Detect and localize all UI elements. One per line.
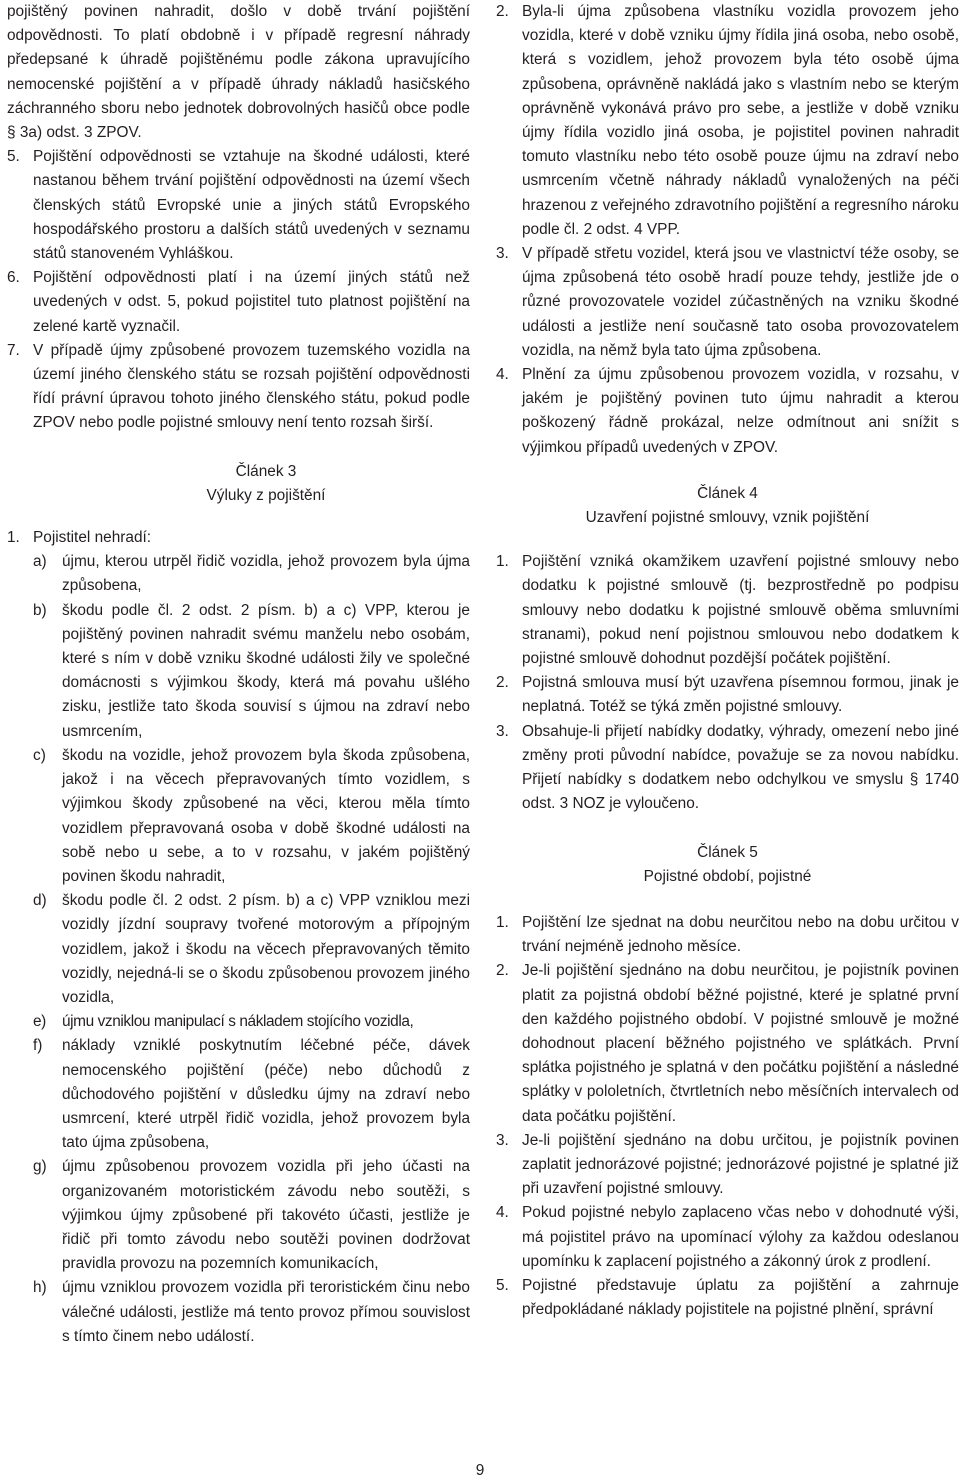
sub-item-text: újmu vzniklou provozem vozidla při teroristickém činu nebo válečné události, jestliže má tento provoz přímou souvislost s tímto činem nebo událostí. [62, 1279, 470, 1345]
sub-item [7, 550, 470, 598]
item-text: Pojistné představuje úplatu za pojištění a zahrnuje předpokládané náklady pojistitele na pojistné plnění, správní [522, 1276, 959, 1319]
item-number: 3. [496, 245, 509, 263]
sub-item-letter: h) [33, 1279, 47, 1297]
article-subtitle: Uzavření pojistné smlouvy, vznik pojištění [585, 509, 870, 527]
article-5-heading [496, 841, 959, 889]
item-number: 1. [496, 553, 509, 571]
sub-item-text: újmu, kterou utrpěl řidič vozidla, jehož provozem byla újma způsobena, [62, 553, 470, 595]
item-number: 3. [496, 1131, 509, 1149]
item-text: Obsahuje-li přijetí nabídky dodatky, výhrady, omezení nebo jiné změny proti původní nabídce, považuje se za novou nabídku. Přijetí nabídky s dodatkem nebo odchylkou ve smyslu § 1740 odst. 3 NOZ je vyloučeno. [522, 722, 959, 813]
right-column [496, 0, 959, 1322]
list-item [496, 1274, 959, 1322]
item-text: Pokud pojistné nebylo zaplaceno včas nebo v dohodnuté výši, má pojistitel právo na upomínací výlohy za každou odeslanou upomínku k zaplacení pojistného a zákonný úrok z prodlení. [522, 1204, 959, 1270]
sub-item-text: újmu způsobenou provozem vozidla při jeho účasti na organizovaném motoristickém závodu nebo soutěži, s výjimkou újmy způsobené při takovéto účasti, jestliže je řidič při tomto závodu nebo soutěži povinen dodržovat pravidla provozu na pozemních komunikacích, [62, 1158, 470, 1273]
item-number: 2. [496, 3, 509, 20]
list-item [496, 671, 959, 719]
item-text: Pojistitel nehradí: [33, 529, 152, 547]
sub-item [7, 1034, 470, 1155]
sub-item [7, 1155, 470, 1276]
list-item [496, 550, 959, 671]
sub-item-text: škodu podle čl. 2 odst. 2 písm. b) a c) VPP vzniklou mezi vozidly jízdní soupravy tvořené motorovým a přípojným vozidlem, jakož i škodu na věcech přepravovaných těmito vozidly, nejedná-li se o škodu způsobenou provozem jiného vozidla, [62, 892, 470, 1006]
sub-item-text: škodu podle čl. 2 odst. 2 písm. b) a c) VPP, kterou je pojištěný povinen nahradit svému manželu nebo osobám, které s ním v době vzniku škodné události žily ve společné domácnosti s výjimkou škody, která má povahu ušlého zisku, jestliže tato škoda souvisí s újmou na zdraví nebo usmrcením, [62, 601, 470, 740]
continuation-paragraph: pojištěný povinen nahradit, došlo v době trvání pojištění odpovědnosti. To platí obdobně i v případě regresní náhrady předepsané k úhradě pojištěnému podle zákona upravujícího nemocenské pojištění a v případě úhrady nákladů hasičského záchranného sboru nebo jednotek dobrovolných hasičů obce podle § 3a) odst. 3 ZPOV. [7, 3, 470, 142]
item-number: 1. [496, 913, 509, 931]
item-text: Pojištění vzniká okamžikem uzavření pojistné smlouvy nebo dodatku k pojistné smlouvě (tj. bezprostředně po podpisu smlouvy nebo dodatku k pojistné smlouvě oběma smluvními stranami), pokud není pojistnou smlouvou nebo dodatkem k pojistné smlouvě dohodnut pozdější počátek pojištění. [522, 553, 959, 668]
list-item [496, 959, 959, 1128]
item-text: Je-li pojištění sjednáno na dobu neurčitou, je pojistník povinen platit za pojistná období běžné pojistné, které je splatné první den každého pojistného období. V pojistné smlouvě je možné dohodnout placení běžného pojistného ve splátkách. První splátka pojistného je splatná v den počátku pojištění a následné splátky v pololetních, čtvrtletních nebo měsíčních intervalech od data počátku pojištění. [522, 962, 959, 1125]
sub-item-text: újmu vzniklou manipulací s nákladem stojícího vozidla, [62, 1013, 414, 1031]
list-item [496, 1201, 959, 1274]
item-text: Pojištění lze sjednat na dobu neurčitou nebo na dobu určitou v trvání nejméně jednoho měsíce. [522, 913, 959, 956]
sub-item [7, 1276, 470, 1349]
sub-item [7, 889, 470, 1010]
item-number: 3. [496, 722, 509, 740]
item-text: Byla-li újma způsobena vlastníku vozidla provozem jeho vozidla, které v době vzniku újmy řídila jiná osoba, nebo osobě, která s vozidlem, jehož provozem byla této osobě újma způsobena, oprávněně nakládá jako s vlastním nebo se kterým oprávněně vykonává právo pro sebe, a jestliže v době vzniku újmy řídila vozidlo jiná osoba, je pojistitel povinen nahradit tomuto vlastníku nebo této osobě pouze újmu na zdraví nebo usmrcením včetně náhrady nákladů vynaložených na péči hrazenou z veřejného zdravotního pojištění a regresního nároku podle čl. 2 odst. 4 VPP. [522, 3, 959, 238]
item-number: 1. [7, 529, 20, 547]
item-number: 5. [496, 1276, 509, 1294]
sub-item [7, 1010, 470, 1034]
item-text: Je-li pojištění sjednáno na dobu určitou, je pojistník povinen zaplatit jednorázové pojistné; jednorázové pojistné je splatné již při uzavření pojistné smlouvy. [522, 1131, 959, 1198]
list-item [496, 1129, 959, 1202]
sub-item-letter: b) [33, 601, 47, 619]
sub-item-text: škodu na vozidle, jehož provozem byla škoda způsobena, jakož i na věcech přepravovaných tímto vozidlem, s výjimkou škody způsobené na věci, kterou měla tímto vozidlem přepravovaná osoba v době škodné události na sobě nebo u sebe, a to v rozsahu, v jakém pojištěný povinen škodu nahradit, [62, 746, 470, 885]
item-number: 4. [496, 1204, 509, 1222]
item-text: Pojištění odpovědnosti platí i na území jiných států než uvedených v odst. 5, pokud pojistitel tuto platnost pojištění na zelené kartě vyznačil. [33, 269, 470, 335]
article-3-heading [7, 460, 470, 508]
list-item [7, 266, 470, 339]
article-title: Článek 5 [697, 843, 758, 861]
list-item [496, 720, 959, 817]
article-title: Článek 3 [235, 462, 297, 480]
item-text: V případě újmy způsobené provozem tuzemského vozidla na území jiného členského státu se rozsah pojištění odpovědnosti řídí právní úpravou tohoto jiného členského státu, pokud podle ZPOV nebo podle pojistné smlouvy není tento rozsah širší. [33, 341, 470, 432]
item-number: 4. [496, 366, 509, 384]
item-number: 6. [7, 269, 20, 287]
list-item [7, 526, 470, 550]
item-text: Plnění za újmu způsobenou provozem vozidla, v rozsahu, v jakém je pojištěný povinen tuto újmu nahradit a kterou poškozený řádně prokázal, nelze odmítnout ani snížit s výjimkou případů uvedených v ZPOV. [522, 366, 959, 456]
article-title: Článek 4 [697, 484, 758, 502]
item-text: V případě střetu vozidel, která jsou ve vlastnictví téže osoby, se újma způsobená této osobě hradí pouze tehdy, jestliže jde o různé provozovatele vozidel zúčastněných na vzniku škodné události a jestliže není současně tato osoba provozovatelem vozidla, na němž byla tato újma způsobena. [522, 245, 959, 359]
sub-item-letter: a) [33, 553, 47, 571]
sub-item-letter: f) [33, 1037, 43, 1055]
list-item [7, 145, 470, 266]
list-item [496, 242, 959, 363]
left-column [7, 0, 470, 1349]
sub-item [7, 744, 470, 889]
item-text: Pojistná smlouva musí být uzavřena písemnou formou, jinak je neplatná. Totéž se týká změn pojistné smlouvy. [522, 674, 959, 716]
sub-item [7, 599, 470, 744]
list-item [496, 0, 959, 242]
article-4-heading [496, 482, 959, 530]
item-text: Pojištění odpovědnosti se vztahuje na škodné události, které nastanou během trvání pojištění odpovědnosti na území všech členských států Evropské unie a jiných států Evropského hospodářského prostoru a dalších států uvedených v seznamu států stanoveném Vyhláškou. [33, 148, 470, 263]
item-number: 2. [496, 674, 509, 692]
sub-item-letter: d) [33, 892, 47, 910]
item-number: 2. [496, 962, 509, 980]
item-number: 7. [7, 341, 20, 359]
sub-item-letter: g) [33, 1158, 47, 1176]
list-item [7, 339, 470, 436]
article-subtitle: Pojistné období, pojistné [643, 867, 812, 885]
page-number: 9 [475, 1462, 485, 1479]
list-item [496, 911, 959, 959]
sub-item-letter: c) [33, 746, 46, 764]
article-subtitle: Výluky z pojištění [206, 486, 326, 504]
sub-item-text: náklady vzniklé poskytnutím léčebné péče, dávek nemocenského pojištění (péče) nebo důchodů z důchodového pojištění v důsledku újmy na zdraví nebo usmrcení, které utrpěl řidič vozidla, jehož provozem byla tato újma způsobena, [62, 1037, 470, 1152]
sub-item-letter: e) [33, 1013, 46, 1031]
list-item [496, 363, 959, 460]
item-number: 5. [7, 148, 20, 166]
